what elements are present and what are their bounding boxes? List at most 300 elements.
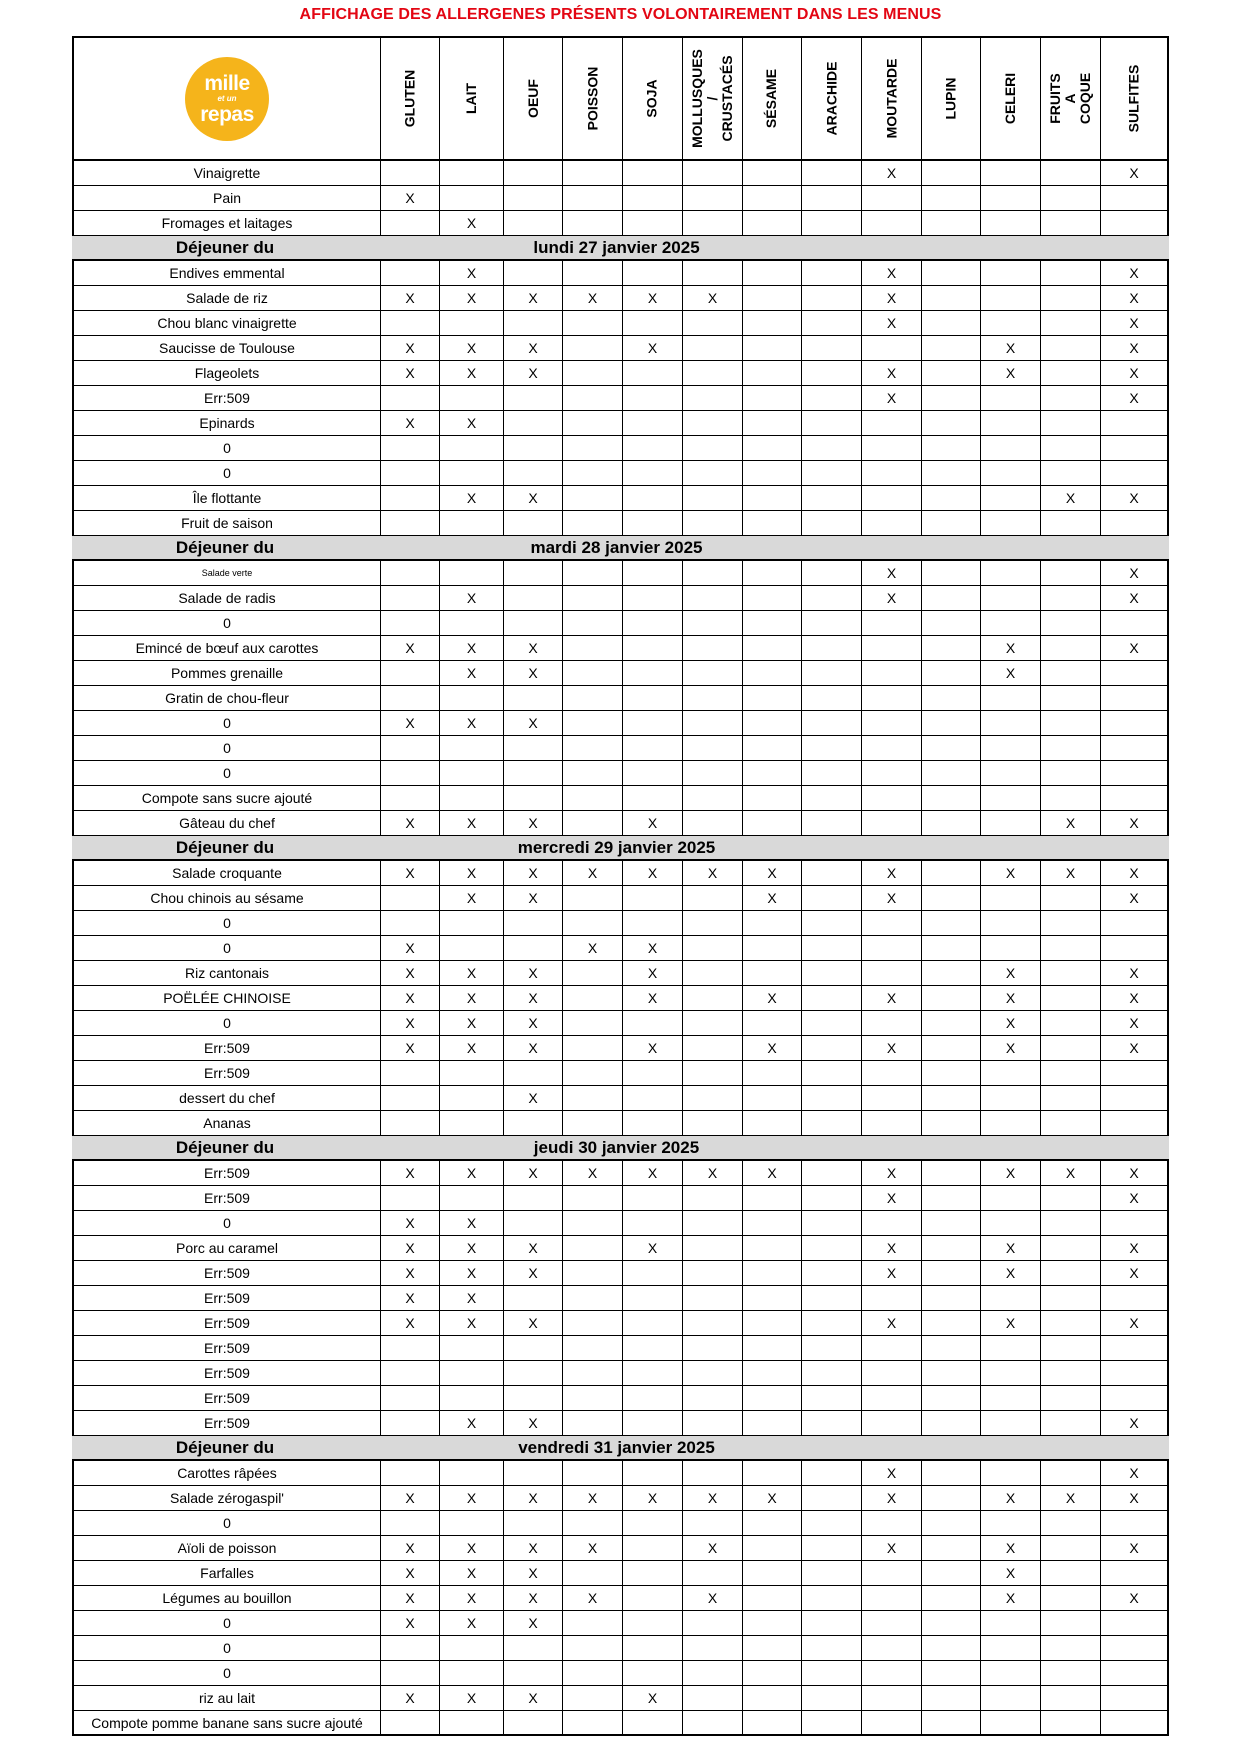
allergen-cell [682,1186,742,1210]
allergen-cell [861,211,921,235]
allergen-cell [980,186,1040,210]
allergen-cell [562,586,622,610]
allergen-cell [980,1686,1040,1710]
allergen-cell [801,211,861,235]
allergen-cell: X [503,361,562,385]
allergen-cell [439,1461,503,1485]
table-row [72,1386,1169,1411]
allergen-cell [682,1611,742,1635]
allergen-cell [1040,1661,1100,1685]
allergen-cell [980,461,1040,485]
allergen-cell [801,1286,861,1310]
allergen-cell: X [622,961,682,985]
allergen-cell: X [562,1586,622,1610]
allergen-cell [1100,186,1167,210]
day-date: jeudi 30 janvier 2025 [533,1138,700,1157]
allergen-cell: X [1100,1311,1167,1335]
allergen-cell [1100,1211,1167,1235]
allergen-cell: X [380,1261,439,1285]
allergen-cell [682,486,742,510]
dish-name: Err:509 [204,1315,250,1331]
allergen-cell: X [439,1211,503,1235]
allergen-cell [1040,1061,1100,1085]
allergen-cell [801,1261,861,1285]
allergen-cell: X [439,1036,503,1060]
allergen-cell: X [439,286,503,310]
allergen-cell: X [861,561,921,585]
allergen-header-label: POISSON [584,66,601,131]
allergen-cell: X [380,1561,439,1585]
allergen-cell [622,1111,682,1135]
allergen-cell [682,686,742,710]
allergen-cell [801,786,861,810]
logo-text: repas [200,102,254,126]
allergen-cell [622,1586,682,1610]
dish-name: Err:509 [204,1290,250,1306]
allergen-cell [1040,761,1100,785]
table-row [72,986,1169,1011]
allergen-cell [801,811,861,835]
allergen-cell [921,1486,980,1510]
dish-name: Err:509 [204,1340,250,1356]
allergen-cell [1040,786,1100,810]
allergen-cell [1100,1061,1167,1085]
allergen-cell: X [622,936,682,960]
allergen-cell [622,1211,682,1235]
allergen-cell: X [1100,386,1167,410]
allergen-cell [742,586,801,610]
allergen-cell [562,1261,622,1285]
allergen-cell: X [861,261,921,285]
allergen-cell [682,386,742,410]
allergen-cell [1040,561,1100,585]
allergen-cell [921,861,980,885]
dish-name: Compote sans sucre ajouté [141,790,313,806]
allergen-cell [921,411,980,435]
allergen-cell [1040,311,1100,335]
day-label: Déjeuner du [175,1138,275,1157]
allergen-cell: X [439,1561,503,1585]
allergen-cell [801,886,861,910]
allergen-cell [682,1636,742,1660]
allergen-cell [562,686,622,710]
table-row [72,611,1169,636]
allergen-cell: X [380,1011,439,1035]
allergen-cell [1040,161,1100,185]
allergen-cell: X [503,1411,562,1435]
allergen-cell [742,1511,801,1535]
allergen-cell [1100,686,1167,710]
table-row [72,1336,1169,1361]
allergen-cell [861,1611,921,1635]
allergen-header [1040,38,1100,159]
allergen-cell [801,736,861,760]
allergen-cell [682,361,742,385]
dish-name: Err:509 [204,390,250,406]
allergen-cell [682,261,742,285]
allergen-cell [562,486,622,510]
allergen-cell: X [439,886,503,910]
allergen-cell [682,436,742,460]
allergen-cell: X [380,1586,439,1610]
allergen-cell [562,336,622,360]
allergen-cell [861,1386,921,1410]
allergen-cell: X [622,1161,682,1185]
dish-name: Saucisse de Toulouse [159,340,295,356]
allergen-cell [682,1036,742,1060]
allergen-cell [562,611,622,635]
allergen-cell [861,461,921,485]
allergen-cell [1100,511,1167,535]
allergen-cell: X [742,986,801,1010]
allergen-cell [921,1411,980,1435]
allergen-cell [801,1011,861,1035]
allergen-cell: X [439,486,503,510]
allergen-cell: X [980,1161,1040,1185]
allergen-cell [921,1261,980,1285]
allergen-cell: X [380,361,439,385]
allergen-header [861,38,921,159]
allergen-cell [801,1561,861,1585]
allergen-cell [562,711,622,735]
allergen-cell [562,561,622,585]
allergen-cell [980,1461,1040,1485]
allergen-cell [1040,1236,1100,1260]
allergen-cell [503,311,562,335]
allergen-cell [1100,1561,1167,1585]
dish-name: Île flottante [192,490,262,506]
allergen-cell [1040,661,1100,685]
allergen-cell: X [742,1036,801,1060]
dish-name: 0 [223,915,231,931]
allergen-cell [1040,1261,1100,1285]
allergen-cell [921,1286,980,1310]
allergen-cell [380,211,439,235]
allergen-cell [439,1661,503,1685]
table-row [72,786,1169,811]
allergen-cell: X [439,586,503,610]
allergen-cell: X [503,286,562,310]
dish-name: 0 [223,1015,231,1031]
allergen-cell [1040,1211,1100,1235]
day-header [72,1436,1169,1461]
allergen-cell [921,436,980,460]
allergen-cell: X [439,411,503,435]
allergen-cell [439,786,503,810]
table-row [72,1236,1169,1261]
allergen-header-label: ARACHIDE [823,61,840,136]
table-row [72,161,1169,186]
allergen-cell: X [439,1686,503,1710]
table-row [72,811,1169,836]
allergen-cell [861,711,921,735]
allergen-cell [742,1236,801,1260]
allergen-cell [921,1511,980,1535]
allergen-cell [562,1661,622,1685]
table-row [72,261,1169,286]
allergen-cell: X [562,286,622,310]
dish-name: 0 [223,1615,231,1631]
allergen-cell: X [503,486,562,510]
allergen-cell [380,1111,439,1135]
allergen-cell [682,161,742,185]
allergen-cell [980,1511,1040,1535]
allergen-cell [801,461,861,485]
allergen-cell [801,1486,861,1510]
dish-name: 0 [223,740,231,756]
allergen-cell [921,1086,980,1110]
dish-name: Endives emmental [169,265,285,281]
allergen-cell [622,1536,682,1560]
allergen-cell [439,1361,503,1385]
dish-name: Err:509 [204,1165,250,1181]
allergen-cell [1040,1111,1100,1135]
allergen-cell [921,886,980,910]
allergen-cell [1040,1511,1100,1535]
allergen-cell: X [439,1261,503,1285]
allergen-cell [622,261,682,285]
allergen-cell [1100,411,1167,435]
allergen-cell: X [682,1586,742,1610]
allergen-cell [503,436,562,460]
allergen-cell: X [1100,286,1167,310]
allergen-header-label: FRUITS A COQUE [1047,72,1093,125]
table-row [72,1686,1169,1711]
allergen-cell: X [1100,1161,1167,1185]
dish-name: 0 [223,765,231,781]
dish-name: Chou blanc vinaigrette [157,315,297,331]
table-row [72,511,1169,536]
allergen-cell [503,411,562,435]
allergen-cell [742,336,801,360]
allergen-cell [801,961,861,985]
dish-name: Compote pomme banane sans sucre ajouté [91,1715,363,1731]
allergen-cell [622,1286,682,1310]
dish-name: 0 [223,465,231,481]
allergen-cell [861,1411,921,1435]
allergen-cell [801,1536,861,1560]
allergen-cell [682,1111,742,1135]
allergen-cell: X [503,861,562,885]
allergen-cell [921,661,980,685]
allergen-cell [861,961,921,985]
allergen-cell: X [1040,1161,1100,1185]
allergen-cell [562,761,622,785]
allergen-cell [622,311,682,335]
allergen-cell [439,1061,503,1085]
allergen-cell [861,1336,921,1360]
allergen-cell [682,1411,742,1435]
allergen-cell [980,486,1040,510]
dish-name: Err:509 [204,1190,250,1206]
allergen-cell [801,186,861,210]
allergen-cell [980,1211,1040,1235]
allergen-cell [562,1311,622,1335]
allergen-cell: X [980,1536,1040,1560]
table-row [72,1611,1169,1636]
allergen-cell: X [1100,986,1167,1010]
allergen-cell [622,661,682,685]
allergen-cell [742,1011,801,1035]
allergen-cell [801,636,861,660]
allergen-cell [801,511,861,535]
allergen-cell: X [622,286,682,310]
allergen-cell [439,911,503,935]
allergen-cell: X [1100,486,1167,510]
allergen-cell [682,186,742,210]
allergen-cell [801,611,861,635]
allergen-cell: X [682,1161,742,1185]
allergen-cell [562,961,622,985]
allergen-cell [1040,1711,1100,1735]
allergen-cell [439,436,503,460]
allergen-cell [1040,1611,1100,1635]
allergen-cell: X [439,1236,503,1260]
allergen-cell [439,761,503,785]
allergen-cell [861,1636,921,1660]
allergen-cell [622,211,682,235]
allergen-cell: X [861,386,921,410]
allergen-cell [801,336,861,360]
dish-name: Err:509 [204,1415,250,1431]
dish-name: dessert du chef [179,1090,275,1106]
allergen-cell [1040,386,1100,410]
day-label: Déjeuner du [175,838,275,857]
dish-name: Salade de riz [186,290,268,306]
allergen-cell: X [503,1011,562,1035]
allergen-cell: X [1100,261,1167,285]
allergen-cell [503,1711,562,1735]
allergen-cell: X [380,1486,439,1510]
allergen-cell [622,436,682,460]
dish-name: Salade de radis [178,590,276,606]
allergen-cell [622,1311,682,1335]
allergen-cell: X [439,1161,503,1185]
allergen-header-label: SOJA [644,79,660,118]
allergen-cell [682,211,742,235]
allergen-cell [801,1636,861,1660]
allergen-cell [439,1111,503,1135]
allergen-cell [921,286,980,310]
allergen-cell [1040,711,1100,735]
allergen-cell [921,161,980,185]
allergen-cell [921,786,980,810]
allergen-cell [682,1311,742,1335]
allergen-cell [1040,1036,1100,1060]
dish-name: 0 [223,615,231,631]
allergen-cell [1040,1561,1100,1585]
allergen-cell: X [861,286,921,310]
allergen-cell: X [380,1536,439,1560]
allergen-cell: X [439,1486,503,1510]
allergen-cell [801,436,861,460]
allergen-cell [380,561,439,585]
allergen-cell [439,161,503,185]
allergen-cell [980,1186,1040,1210]
allergen-cell [622,711,682,735]
allergen-cell: X [1040,486,1100,510]
dish-name: Chou chinois au sésame [150,890,304,906]
allergen-cell [921,1611,980,1635]
allergen-cell [439,1711,503,1735]
allergen-cell [742,461,801,485]
allergen-cell: X [380,1611,439,1635]
allergen-cell [801,1311,861,1335]
allergen-cell [562,1286,622,1310]
dish-name: Légumes au bouillon [162,1590,292,1606]
allergen-cell [682,1386,742,1410]
allergen-cell [742,1636,801,1660]
allergen-cell [921,1386,980,1410]
allergen-cell: X [861,1461,921,1485]
allergen-cell [921,761,980,785]
allergen-cell [921,1311,980,1335]
table-row [72,636,1169,661]
allergen-cell [682,461,742,485]
header-row [72,36,1169,161]
allergen-cell [682,1561,742,1585]
allergen-cell [439,1186,503,1210]
allergen-cell [742,936,801,960]
allergen-cell [980,886,1040,910]
allergen-cell [1040,736,1100,760]
allergen-cell [921,1686,980,1710]
allergen-cell [439,1386,503,1410]
dish-name: Flageolets [194,365,260,381]
allergen-cell [562,436,622,460]
allergen-cell [801,1711,861,1735]
allergen-cell [1040,336,1100,360]
allergen-cell [980,436,1040,460]
dish-name: Salade verte [201,568,253,578]
table-row [72,1486,1169,1511]
allergen-cell: X [503,1561,562,1585]
allergen-cell [380,761,439,785]
dish-name: Ananas [203,1115,251,1131]
allergen-cell [562,1336,622,1360]
allergen-cell [980,761,1040,785]
allergen-cell [921,961,980,985]
allergen-cell: X [1100,1236,1167,1260]
allergen-cell [921,336,980,360]
table-row [72,1011,1169,1036]
allergen-cell [1040,936,1100,960]
allergen-cell [861,786,921,810]
allergen-cell [921,911,980,935]
allergen-cell [742,611,801,635]
allergen-header-label: CELERI [1002,72,1018,125]
allergen-cell [622,786,682,810]
allergen-cell [439,936,503,960]
allergen-cell [622,686,682,710]
allergen-cell [1100,661,1167,685]
allergen-cell [861,661,921,685]
allergen-cell [921,636,980,660]
table-row [72,661,1169,686]
allergen-cell: X [1100,886,1167,910]
allergen-cell [380,1636,439,1660]
allergen-cell [801,161,861,185]
allergen-cell [622,911,682,935]
allergen-cell [861,411,921,435]
dish-name: POËLÉE CHINOISE [163,990,291,1006]
allergen-cell [1100,1286,1167,1310]
allergen-cell: X [503,1586,562,1610]
allergen-cell [682,1711,742,1735]
allergen-cell: X [380,636,439,660]
allergen-cell [439,1086,503,1110]
allergen-cell [622,1336,682,1360]
